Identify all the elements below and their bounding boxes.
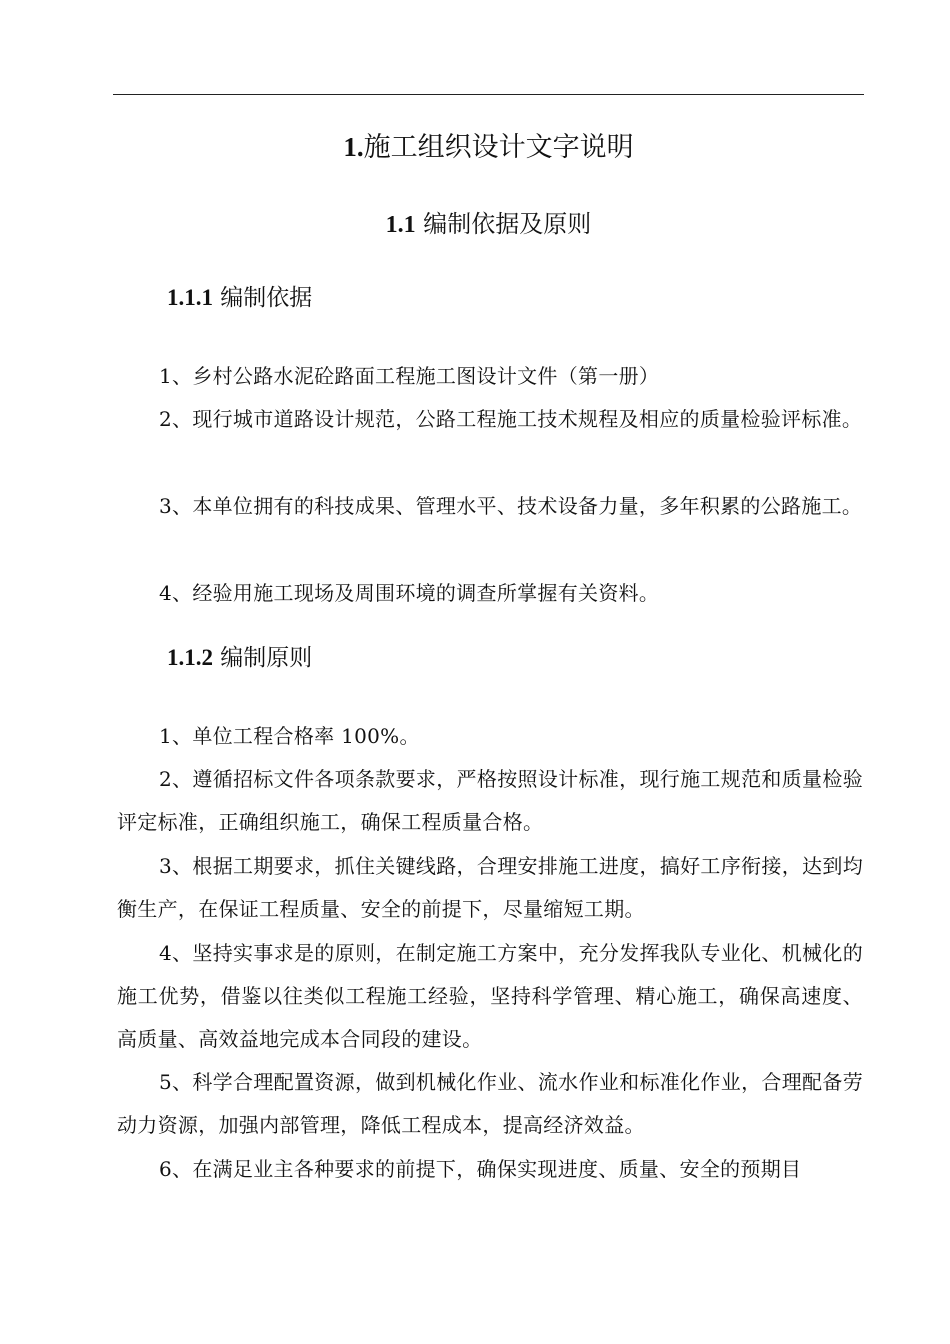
subsection-number: 1.1.1 <box>167 285 213 310</box>
basis-item-4: 4、经验用施工现场及周围环境的调查所掌握有关资料。 <box>159 581 660 605</box>
principle-item-5: 5、科学合理配置资源，做到机械化作业、流水作业和标准化作业，合理配备劳动力资源，加强内部管理，降低工程成本，提高经济效益。 <box>117 1070 863 1137</box>
subsection-text: 编制原则 <box>213 645 313 671</box>
title-number: 1. <box>343 132 364 162</box>
principle-item-3: 3、根据工期要求，抓住关键线路，合理安排施工进度，搞好工序衔接，达到均衡生产，在保证工程质量、安全的前提下，尽量缩短工期。 <box>117 854 863 921</box>
basis-item-2: 2、现行城市道路设计规范，公路工程施工技术规程及相应的质量检验评标准。 <box>159 407 863 431</box>
principle-item-2: 2、遵循招标文件各项条款要求，严格按照设计标准，现行施工规范和质量检验评定标准，正确组织施工，确保工程质量合格。 <box>117 767 863 834</box>
principle-item-6: 6、在满足业主各种要求的前提下，确保实现进度、质量、安全的预期目 <box>159 1157 802 1181</box>
basis-item-3: 3、本单位拥有的科技成果、管理水平、技术设备力量，多年积累的公路施工。 <box>159 494 863 518</box>
section-heading <box>113 207 864 242</box>
section-number: 1.1 <box>385 212 416 238</box>
basis-item-1: 1、乡村公路水泥砼路面工程施工图设计文件（第一册） <box>159 364 660 388</box>
subsection-number: 1.1.2 <box>167 645 213 670</box>
subsection-heading-principles <box>167 642 312 674</box>
subsection-heading-basis <box>167 282 312 314</box>
document-title <box>113 128 864 167</box>
header-rule <box>113 94 864 95</box>
principle-item-1: 1、单位工程合格率 100%。 <box>159 724 420 748</box>
principle-item-4: 4、坚持实事求是的原则，在制定施工方案中，充分发挥我队专业化、机械化的施工优势，借鉴以往类似工程施工经验，坚持科学管理、精心施工，确保高速度、高质量、高效益地完成本合同段的建设。 <box>117 941 863 1051</box>
title-text: 施工组织设计文字说明 <box>363 132 634 163</box>
section-text: 编制依据及原则 <box>415 210 592 238</box>
subsection-text: 编制依据 <box>213 285 313 311</box>
